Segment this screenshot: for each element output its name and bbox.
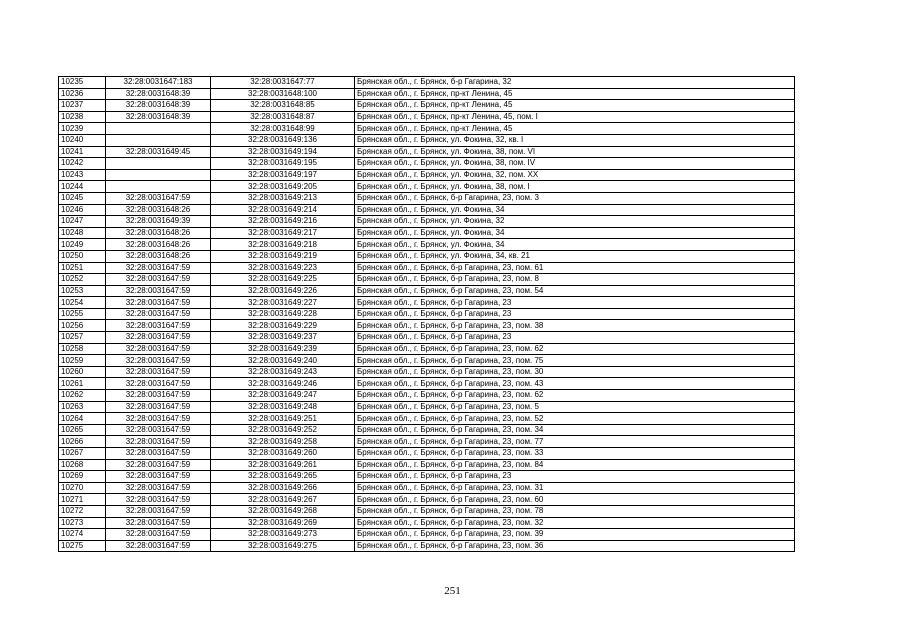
cadastral-number-cell: 32:28:0031649:237 (211, 332, 355, 344)
parent-cadastral-cell: 32:28:0031647:59 (106, 482, 211, 494)
record-number-cell: 10272 (59, 505, 106, 517)
parent-cadastral-cell: 32:28:0031647:59 (106, 343, 211, 355)
table-row (59, 262, 795, 274)
cadastral-number-cell: 32:28:0031649:246 (211, 378, 355, 390)
parent-cadastral-cell: 32:28:0031648:26 (106, 227, 211, 239)
table-row (59, 355, 795, 367)
cadastral-number-cell: 32:28:0031649:228 (211, 308, 355, 320)
table-row (59, 77, 795, 89)
table-row (59, 482, 795, 494)
record-number-cell: 10259 (59, 355, 106, 367)
cadastral-number-cell: 32:28:0031649:265 (211, 471, 355, 483)
record-number-cell: 10247 (59, 216, 106, 228)
cadastral-number-cell: 32:28:0031648:85 (211, 100, 355, 112)
table-row (59, 88, 795, 100)
record-number-cell: 10270 (59, 482, 106, 494)
parent-cadastral-cell (106, 123, 211, 135)
address-cell: Брянская обл., г. Брянск, б-р Гагарина, 23, пом. 38 (355, 320, 795, 332)
parent-cadastral-cell: 32:28:0031647:59 (106, 505, 211, 517)
address-cell: Брянская обл., г. Брянск, б-р Гагарина, 23, пом. 62 (355, 343, 795, 355)
record-number-cell: 10249 (59, 239, 106, 251)
record-number-cell: 10266 (59, 436, 106, 448)
record-number-cell: 10262 (59, 390, 106, 402)
address-cell: Брянская обл., г. Брянск, ул. Фокина, 38, пом. VI (355, 146, 795, 158)
parent-cadastral-cell: 32:28:0031647:59 (106, 529, 211, 541)
parent-cadastral-cell (106, 181, 211, 193)
address-cell: Брянская обл., г. Брянск, пр-кт Ленина, 45 (355, 123, 795, 135)
cadastral-number-cell: 32:28:0031649:266 (211, 482, 355, 494)
record-number-cell: 10274 (59, 529, 106, 541)
parent-cadastral-cell: 32:28:0031647:59 (106, 366, 211, 378)
table-row (59, 111, 795, 123)
address-cell: Брянская обл., г. Брянск, б-р Гагарина, 23 (355, 332, 795, 344)
cadastral-number-cell: 32:28:0031649:218 (211, 239, 355, 251)
address-cell: Брянская обл., г. Брянск, ул. Фокина, 34 (355, 227, 795, 239)
table-row (59, 471, 795, 483)
address-cell: Брянская обл., г. Брянск, б-р Гагарина, 23, пом. 5 (355, 401, 795, 413)
cadastral-number-cell: 32:28:0031649:267 (211, 494, 355, 506)
table-row (59, 505, 795, 517)
record-number-cell: 10260 (59, 366, 106, 378)
address-cell: Брянская обл., г. Брянск, б-р Гагарина, 23 (355, 308, 795, 320)
parent-cadastral-cell: 32:28:0031648:26 (106, 239, 211, 251)
table-row (59, 274, 795, 286)
parent-cadastral-cell: 32:28:0031649:39 (106, 216, 211, 228)
cadastral-number-cell: 32:28:0031649:248 (211, 401, 355, 413)
parent-cadastral-cell: 32:28:0031647:59 (106, 320, 211, 332)
cadastral-number-cell: 32:28:0031649:136 (211, 134, 355, 146)
cadastral-number-cell: 32:28:0031648:100 (211, 88, 355, 100)
parent-cadastral-cell: 32:28:0031647:59 (106, 494, 211, 506)
parent-cadastral-cell: 32:28:0031647:183 (106, 77, 211, 89)
cadastral-number-cell: 32:28:0031649:223 (211, 262, 355, 274)
record-number-cell: 10271 (59, 494, 106, 506)
table-row (59, 378, 795, 390)
cadastral-number-cell: 32:28:0031649:226 (211, 285, 355, 297)
record-number-cell: 10251 (59, 262, 106, 274)
table-row (59, 100, 795, 112)
address-cell: Брянская обл., г. Брянск, пр-кт Ленина, 45 (355, 100, 795, 112)
record-number-cell: 10255 (59, 308, 106, 320)
cadastral-number-cell: 32:28:0031649:194 (211, 146, 355, 158)
address-cell: Брянская обл., г. Брянск, б-р Гагарина, 23, пом. 3 (355, 192, 795, 204)
cadastral-number-cell: 32:28:0031647:77 (211, 77, 355, 89)
cadastral-number-cell: 32:28:0031649:197 (211, 169, 355, 181)
address-cell: Брянская обл., г. Брянск, ул. Фокина, 34, кв. 21 (355, 250, 795, 262)
address-cell: Брянская обл., г. Брянск, ул. Фокина, 38, пом. I (355, 181, 795, 193)
address-cell: Брянская обл., г. Брянск, б-р Гагарина, 23, пом. 75 (355, 355, 795, 367)
table-row (59, 146, 795, 158)
record-number-cell: 10236 (59, 88, 106, 100)
table-row (59, 216, 795, 228)
cadastral-number-cell: 32:28:0031649:205 (211, 181, 355, 193)
address-cell: Брянская обл., г. Брянск, б-р Гагарина, 23, пом. 60 (355, 494, 795, 506)
address-cell: Брянская обл., г. Брянск, б-р Гагарина, 23, пом. 77 (355, 436, 795, 448)
address-cell: Брянская обл., г. Брянск, ул. Фокина, 38, пом. IV (355, 158, 795, 170)
record-number-cell: 10242 (59, 158, 106, 170)
record-number-cell: 10275 (59, 540, 106, 552)
record-number-cell: 10246 (59, 204, 106, 216)
address-cell: Брянская обл., г. Брянск, б-р Гагарина, 32 (355, 77, 795, 89)
address-cell: Брянская обл., г. Брянск, пр-кт Ленина, 45 (355, 88, 795, 100)
record-number-cell: 10243 (59, 169, 106, 181)
parent-cadastral-cell: 32:28:0031648:39 (106, 111, 211, 123)
table-row (59, 540, 795, 552)
address-cell: Брянская обл., г. Брянск, б-р Гагарина, 23, пом. 78 (355, 505, 795, 517)
records-table (58, 76, 795, 552)
record-number-cell: 10244 (59, 181, 106, 193)
address-cell: Брянская обл., г. Брянск, б-р Гагарина, 23, пом. 30 (355, 366, 795, 378)
record-number-cell: 10240 (59, 134, 106, 146)
table-row (59, 436, 795, 448)
parent-cadastral-cell: 32:28:0031649:45 (106, 146, 211, 158)
record-number-cell: 10257 (59, 332, 106, 344)
parent-cadastral-cell: 32:28:0031648:39 (106, 100, 211, 112)
table-row (59, 401, 795, 413)
record-number-cell: 10258 (59, 343, 106, 355)
cadastral-number-cell: 32:28:0031649:214 (211, 204, 355, 216)
record-number-cell: 10265 (59, 424, 106, 436)
record-number-cell: 10252 (59, 274, 106, 286)
parent-cadastral-cell (106, 134, 211, 146)
address-cell: Брянская обл., г. Брянск, б-р Гагарина, 23, пом. 84 (355, 459, 795, 471)
cadastral-number-cell: 32:28:0031649:268 (211, 505, 355, 517)
table-row (59, 239, 795, 251)
parent-cadastral-cell: 32:28:0031648:26 (106, 250, 211, 262)
address-cell: Брянская обл., г. Брянск, ул. Фокина, 32, пом. XX (355, 169, 795, 181)
record-number-cell: 10267 (59, 448, 106, 460)
record-number-cell: 10256 (59, 320, 106, 332)
record-number-cell: 10250 (59, 250, 106, 262)
parent-cadastral-cell (106, 158, 211, 170)
parent-cadastral-cell: 32:28:0031648:26 (106, 204, 211, 216)
address-cell: Брянская обл., г. Брянск, пр-кт Ленина, 45, пом. I (355, 111, 795, 123)
records-body (59, 77, 795, 552)
cadastral-number-cell: 32:28:0031649:217 (211, 227, 355, 239)
cadastral-number-cell: 32:28:0031649:252 (211, 424, 355, 436)
table-row (59, 308, 795, 320)
cadastral-number-cell: 32:28:0031649:261 (211, 459, 355, 471)
parent-cadastral-cell: 32:28:0031647:59 (106, 308, 211, 320)
table-row (59, 181, 795, 193)
address-cell: Брянская обл., г. Брянск, б-р Гагарина, 23, пом. 52 (355, 413, 795, 425)
address-cell: Брянская обл., г. Брянск, б-р Гагарина, 23, пом. 39 (355, 529, 795, 541)
parent-cadastral-cell: 32:28:0031647:59 (106, 332, 211, 344)
table-row (59, 366, 795, 378)
parent-cadastral-cell: 32:28:0031647:59 (106, 390, 211, 402)
table-row (59, 320, 795, 332)
parent-cadastral-cell: 32:28:0031648:39 (106, 88, 211, 100)
record-number-cell: 10261 (59, 378, 106, 390)
address-cell: Брянская обл., г. Брянск, б-р Гагарина, 23, пом. 62 (355, 390, 795, 402)
table-row (59, 250, 795, 262)
table-row (59, 517, 795, 529)
table-row (59, 390, 795, 402)
cadastral-number-cell: 32:28:0031648:87 (211, 111, 355, 123)
parent-cadastral-cell: 32:28:0031647:59 (106, 436, 211, 448)
cadastral-number-cell: 32:28:0031649:227 (211, 297, 355, 309)
parent-cadastral-cell: 32:28:0031647:59 (106, 517, 211, 529)
table-row (59, 204, 795, 216)
cadastral-number-cell: 32:28:0031649:269 (211, 517, 355, 529)
address-cell: Брянская обл., г. Брянск, б-р Гагарина, 23 (355, 297, 795, 309)
cadastral-number-cell: 32:28:0031649:243 (211, 366, 355, 378)
record-number-cell: 10241 (59, 146, 106, 158)
address-cell: Брянская обл., г. Брянск, ул. Фокина, 32 (355, 216, 795, 228)
address-cell: Брянская обл., г. Брянск, б-р Гагарина, 23, пом. 36 (355, 540, 795, 552)
cadastral-number-cell: 32:28:0031649:275 (211, 540, 355, 552)
address-cell: Брянская обл., г. Брянск, б-р Гагарина, 23, пом. 61 (355, 262, 795, 274)
cadastral-number-cell: 32:28:0031649:251 (211, 413, 355, 425)
record-number-cell: 10254 (59, 297, 106, 309)
parent-cadastral-cell: 32:28:0031647:59 (106, 192, 211, 204)
address-cell: Брянская обл., г. Брянск, б-р Гагарина, 23, пом. 43 (355, 378, 795, 390)
parent-cadastral-cell: 32:28:0031647:59 (106, 459, 211, 471)
record-number-cell: 10235 (59, 77, 106, 89)
record-number-cell: 10263 (59, 401, 106, 413)
table-row (59, 123, 795, 135)
table-row (59, 297, 795, 309)
cadastral-number-cell: 32:28:0031649:213 (211, 192, 355, 204)
table-row (59, 332, 795, 344)
parent-cadastral-cell: 32:28:0031647:59 (106, 285, 211, 297)
record-number-cell: 10245 (59, 192, 106, 204)
cadastral-number-cell: 32:28:0031648:99 (211, 123, 355, 135)
address-cell: Брянская обл., г. Брянск, ул. Фокина, 32, кв. I (355, 134, 795, 146)
cadastral-number-cell: 32:28:0031649:195 (211, 158, 355, 170)
table-row (59, 158, 795, 170)
record-number-cell: 10253 (59, 285, 106, 297)
parent-cadastral-cell: 32:28:0031647:59 (106, 471, 211, 483)
cadastral-number-cell: 32:28:0031649:258 (211, 436, 355, 448)
table-row (59, 448, 795, 460)
parent-cadastral-cell: 32:28:0031647:59 (106, 262, 211, 274)
table-row (59, 413, 795, 425)
parent-cadastral-cell: 32:28:0031647:59 (106, 355, 211, 367)
record-number-cell: 10269 (59, 471, 106, 483)
record-number-cell: 10238 (59, 111, 106, 123)
record-number-cell: 10268 (59, 459, 106, 471)
table-row (59, 169, 795, 181)
parent-cadastral-cell (106, 169, 211, 181)
address-cell: Брянская обл., г. Брянск, б-р Гагарина, 23, пом. 8 (355, 274, 795, 286)
cadastral-number-cell: 32:28:0031649:260 (211, 448, 355, 460)
address-cell: Брянская обл., г. Брянск, ул. Фокина, 34 (355, 204, 795, 216)
record-number-cell: 10273 (59, 517, 106, 529)
address-cell: Брянская обл., г. Брянск, б-р Гагарина, 23, пом. 34 (355, 424, 795, 436)
cadastral-number-cell: 32:28:0031649:219 (211, 250, 355, 262)
parent-cadastral-cell: 32:28:0031647:59 (106, 401, 211, 413)
cadastral-number-cell: 32:28:0031649:247 (211, 390, 355, 402)
table-row (59, 227, 795, 239)
record-number-cell: 10237 (59, 100, 106, 112)
parent-cadastral-cell: 32:28:0031647:59 (106, 413, 211, 425)
record-number-cell: 10248 (59, 227, 106, 239)
address-cell: Брянская обл., г. Брянск, б-р Гагарина, 23 (355, 471, 795, 483)
address-cell: Брянская обл., г. Брянск, б-р Гагарина, 23, пом. 54 (355, 285, 795, 297)
table-row (59, 343, 795, 355)
cadastral-number-cell: 32:28:0031649:225 (211, 274, 355, 286)
parent-cadastral-cell: 32:28:0031647:59 (106, 540, 211, 552)
record-number-cell: 10239 (59, 123, 106, 135)
table-row (59, 459, 795, 471)
parent-cadastral-cell: 32:28:0031647:59 (106, 448, 211, 460)
table-row (59, 192, 795, 204)
table-row (59, 424, 795, 436)
cadastral-number-cell: 32:28:0031649:273 (211, 529, 355, 541)
parent-cadastral-cell: 32:28:0031647:59 (106, 297, 211, 309)
address-cell: Брянская обл., г. Брянск, б-р Гагарина, 23, пом. 31 (355, 482, 795, 494)
parent-cadastral-cell: 32:28:0031647:59 (106, 274, 211, 286)
table-row (59, 134, 795, 146)
parent-cadastral-cell: 32:28:0031647:59 (106, 424, 211, 436)
table-row (59, 529, 795, 541)
cadastral-number-cell: 32:28:0031649:240 (211, 355, 355, 367)
table-row (59, 494, 795, 506)
address-cell: Брянская обл., г. Брянск, б-р Гагарина, 23, пом. 32 (355, 517, 795, 529)
cadastral-number-cell: 32:28:0031649:229 (211, 320, 355, 332)
address-cell: Брянская обл., г. Брянск, б-р Гагарина, 23, пом. 33 (355, 448, 795, 460)
table-row (59, 285, 795, 297)
page-number: 251 (444, 585, 461, 597)
address-cell: Брянская обл., г. Брянск, ул. Фокина, 34 (355, 239, 795, 251)
record-number-cell: 10264 (59, 413, 106, 425)
parent-cadastral-cell: 32:28:0031647:59 (106, 378, 211, 390)
cadastral-number-cell: 32:28:0031649:216 (211, 216, 355, 228)
cadastral-number-cell: 32:28:0031649:239 (211, 343, 355, 355)
